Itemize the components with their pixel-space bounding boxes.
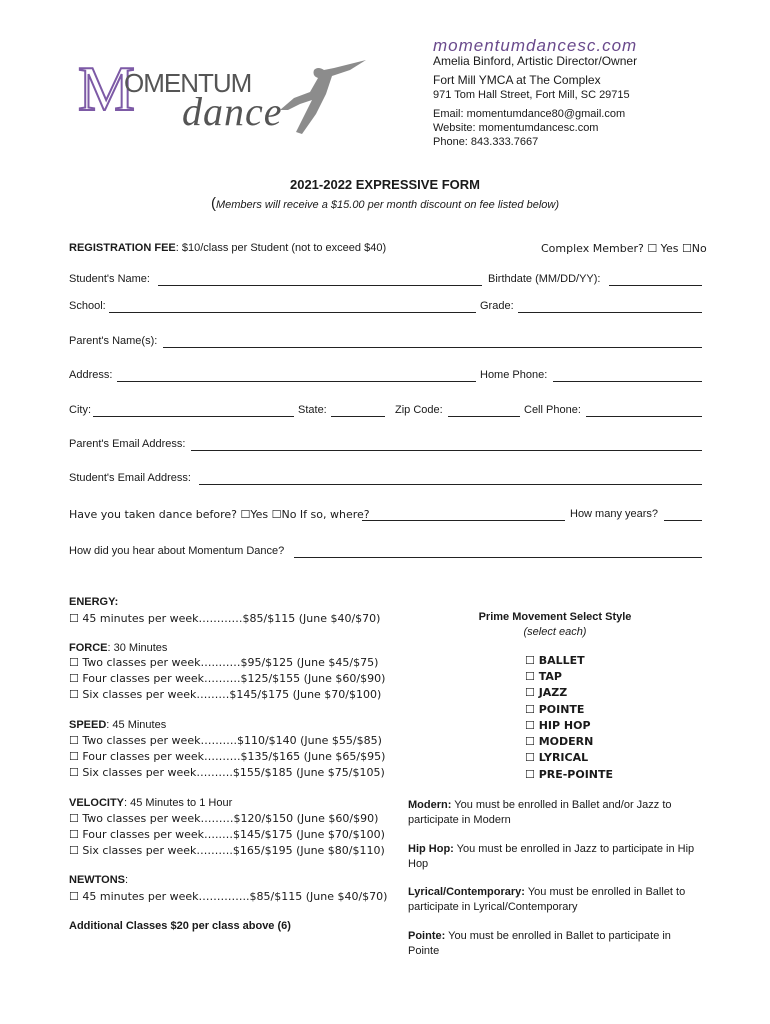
- subtitle-paren: (: [210, 195, 216, 212]
- note-lyrical: [408, 885, 708, 915]
- prime-subtitle: (select each): [523, 626, 587, 638]
- zip-label: Zip Code:: [395, 404, 443, 416]
- birthdate-field[interactable]: [609, 285, 702, 286]
- city-field[interactable]: [93, 416, 294, 417]
- how-hear-label: How did you hear about Momentum Dance?: [69, 545, 285, 557]
- grade-field[interactable]: [518, 312, 702, 313]
- style-hip-hop[interactable]: ☐ HIP HOP: [525, 719, 591, 732]
- cell-phone-label: Cell Phone:: [524, 404, 581, 416]
- state-field[interactable]: [331, 416, 385, 417]
- force-duration: : 30 Minutes: [107, 642, 168, 654]
- energy-title: ENERGY:: [69, 596, 119, 608]
- grade-label: Grade:: [480, 300, 514, 312]
- form-subtitle: [0, 195, 770, 212]
- note-lyrical-text: You must be enrolled in Ballet to participate in Lyrical/Contemporary: [408, 886, 686, 913]
- home-phone-field[interactable]: [553, 381, 702, 382]
- school-field[interactable]: [109, 312, 476, 313]
- force-option-2[interactable]: ☐ Four classes per week……….$125/$155 (June $60/$90): [69, 672, 386, 685]
- note-hip-hop: [408, 842, 708, 872]
- velocity-heading: [69, 797, 232, 809]
- velocity-option-1[interactable]: ☐ Two classes per week………$120/$150 (June $60/$90): [69, 812, 379, 825]
- reg-fee-label: REGISTRATION FEE: [69, 242, 176, 254]
- taken-before-label[interactable]: Have you taken dance before? ☐Yes ☐No If so, where?: [69, 508, 370, 521]
- phone-line: Phone: 843.333.7667: [433, 136, 539, 148]
- how-many-years-label: How many years?: [570, 508, 659, 520]
- note-lyrical-label: Lyrical/Contemporary:: [408, 886, 525, 898]
- parent-names-label: Parent's Name(s):: [69, 335, 158, 347]
- address-field[interactable]: [117, 381, 476, 382]
- style-ballet[interactable]: ☐ BALLET: [525, 654, 585, 667]
- energy-option-1[interactable]: ☐ 45 minutes per week…………$85/$115 (June $40/$70): [69, 612, 381, 625]
- speed-heading: [69, 719, 166, 731]
- email-line: Email: momentumdance80@gmail.com: [433, 108, 626, 120]
- parent-email-label: Parent's Email Address:: [69, 438, 186, 450]
- how-many-years-field[interactable]: [664, 520, 702, 521]
- speed-option-3[interactable]: ☐ Six classes per week……….$155/$185 (June $75/$105): [69, 766, 385, 779]
- city-label: City:: [69, 404, 91, 416]
- state-label: State:: [298, 404, 327, 416]
- newtons-title: NEWTONS: [69, 874, 126, 886]
- force-option-3[interactable]: ☐ Six classes per week………$145/$175 (June $70/$100): [69, 688, 382, 701]
- birthdate-label: Birthdate (MM/DD/YY):: [488, 273, 601, 285]
- zip-field[interactable]: [448, 416, 520, 417]
- student-name-label: Student's Name:: [69, 273, 150, 285]
- how-hear-field[interactable]: [294, 557, 702, 558]
- note-pointe-text: You must be enrolled in Ballet to participate in Pointe: [408, 930, 671, 957]
- note-modern-label: Modern:: [408, 799, 452, 811]
- home-phone-label: Home Phone:: [480, 369, 548, 381]
- speed-title: SPEED: [69, 719, 107, 731]
- style-lyrical[interactable]: ☐ LYRICAL: [525, 751, 589, 764]
- site-script: momentumdancesc.com: [433, 36, 638, 55]
- style-jazz[interactable]: ☐ JAZZ: [525, 686, 568, 699]
- student-email-field[interactable]: [199, 484, 702, 485]
- note-pointe-label: Pointe:: [408, 930, 446, 942]
- style-modern[interactable]: ☐ MODERN: [525, 735, 594, 748]
- style-tap[interactable]: ☐ TAP: [525, 670, 562, 683]
- owner-line: Amelia Binford, Artistic Director/Owner: [433, 54, 638, 68]
- newtons-option-1[interactable]: ☐ 45 minutes per week…………..$85/$115 (June $40/$70): [69, 890, 388, 903]
- speed-option-2[interactable]: ☐ Four classes per week……….$135/$165 (June $65/$95): [69, 750, 386, 763]
- logo-dance: dance: [182, 89, 283, 134]
- note-modern: [408, 798, 708, 828]
- velocity-option-2[interactable]: ☐ Four classes per week…..…$145/$175 (June $70/$100): [69, 828, 385, 841]
- registration-fee: [69, 242, 386, 254]
- newtons-duration: :: [125, 874, 129, 886]
- cell-phone-field[interactable]: [586, 416, 702, 417]
- website-line: Website: momentumdancesc.com: [433, 122, 599, 134]
- force-heading: [69, 642, 167, 654]
- dance-where-field[interactable]: [362, 520, 565, 521]
- note-hip-hop-text: You must be enrolled in Jazz to participate in Hip Hop: [408, 843, 695, 870]
- form-title: 2021-2022 EXPRESSIVE FORM: [289, 177, 481, 192]
- style-pre-pointe[interactable]: ☐ PRE-POINTE: [525, 768, 614, 781]
- complex-member-checkboxes[interactable]: Complex Member? ☐ Yes ☐No: [541, 242, 707, 255]
- dancer-silhouette-icon: [274, 58, 370, 138]
- newtons-heading: [69, 874, 128, 886]
- speed-option-1[interactable]: ☐ Two classes per week……….$110/$140 (June $55/$85): [69, 734, 382, 747]
- school-label: School:: [69, 300, 106, 312]
- parent-names-field[interactable]: [163, 347, 702, 348]
- logo-m-letter: M: [78, 53, 133, 124]
- note-modern-text: You must be enrolled in Ballet and/or Jazz to participate in Modern: [408, 799, 672, 826]
- address-label: Address:: [69, 369, 113, 381]
- note-hip-hop-label: Hip Hop:: [408, 843, 454, 855]
- style-pointe[interactable]: ☐ POINTE: [525, 703, 585, 716]
- logo-omentum: OMENTUM: [124, 68, 252, 98]
- force-option-1[interactable]: ☐ Two classes per week…..……$95/$125 (June $45/$75): [69, 656, 379, 669]
- subtitle-text: Members will receive a $15.00 per month discount on fee listed below): [215, 199, 559, 211]
- prime-title: Prime Movement Select Style: [478, 611, 632, 623]
- student-name-field[interactable]: [158, 285, 482, 286]
- note-pointe: [408, 929, 698, 959]
- force-title: FORCE: [69, 642, 108, 654]
- velocity-title: VELOCITY: [69, 797, 125, 809]
- reg-fee-text: : $10/class per Student (not to exceed $40): [175, 242, 387, 254]
- momentum-logo: [78, 53, 378, 148]
- parent-email-field[interactable]: [191, 450, 702, 451]
- address-line: 971 Tom Hall Street, Fort Mill, SC 29715: [433, 89, 630, 101]
- speed-duration: : 45 Minutes: [106, 719, 167, 731]
- location-line: Fort Mill YMCA at The Complex: [433, 73, 601, 87]
- student-email-label: Student's Email Address:: [69, 472, 191, 484]
- additional-classes: Additional Classes $20 per class above (6): [69, 920, 291, 932]
- velocity-duration: : 45 Minutes to 1 Hour: [124, 797, 233, 809]
- velocity-option-3[interactable]: ☐ Six classes per week……….$165/$195 (June $80/$110): [69, 844, 385, 857]
